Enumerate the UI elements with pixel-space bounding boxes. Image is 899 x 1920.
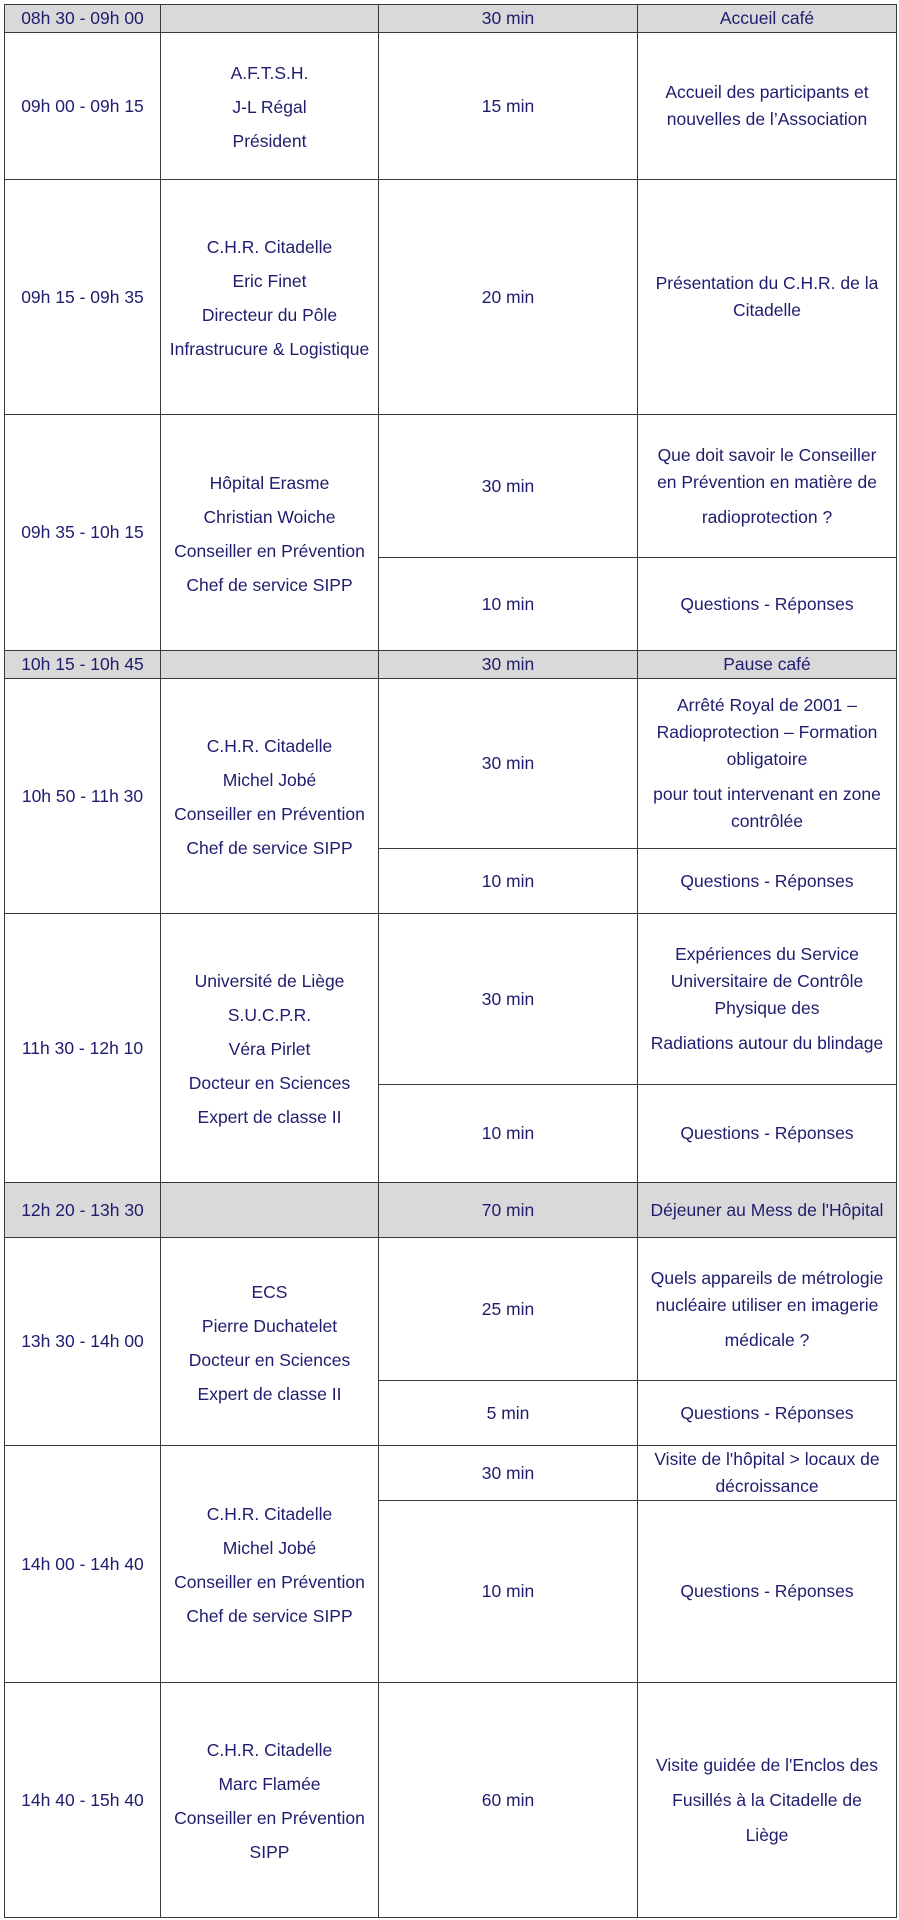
- time-cell: 09h 15 - 09h 35: [5, 180, 161, 415]
- topic-line: Quels appareils de métrologie nucléaire utiliser en imagerie: [650, 1267, 884, 1315]
- duration-cell: 15 min: [379, 33, 638, 180]
- topic-cell: Accueil café: [638, 5, 897, 33]
- speaker-cell: [161, 415, 379, 651]
- speaker-line: Docteur en Sciences: [188, 1073, 351, 1093]
- speaker-line: SIPP: [249, 1842, 290, 1862]
- topic-line: Accueil des participants et nouvelles de l’Association: [665, 82, 869, 129]
- speaker-cell: [161, 1183, 379, 1238]
- speaker-line: Chef de service SIPP: [186, 1606, 353, 1626]
- duration-cell: 30 min: [379, 415, 638, 558]
- schedule-row: [5, 180, 897, 415]
- speaker-line: Christian Woiche: [203, 506, 336, 527]
- schedule-row: [5, 679, 897, 849]
- speaker-line: Directeur du Pôle: [201, 305, 338, 325]
- speaker-cell: [161, 651, 379, 679]
- speaker-line: Conseiller en Prévention: [174, 1808, 365, 1828]
- schedule-row: [5, 1683, 897, 1918]
- duration-cell: 30 min: [379, 679, 638, 849]
- topic-cell: [638, 1683, 897, 1918]
- topic-cell: Déjeuner au Mess de l'Hôpital: [638, 1183, 897, 1238]
- topic-line: Présentation du C.H.R. de la Citadelle: [655, 273, 879, 320]
- schedule-row: [5, 1183, 897, 1238]
- speaker-line: Michel Jobé: [222, 770, 317, 790]
- time-cell: 14h 00 - 14h 40: [5, 1446, 161, 1683]
- speaker-line: C.H.R. Citadelle: [206, 736, 333, 756]
- schedule-row: [5, 651, 897, 679]
- topic-cell: [638, 33, 897, 180]
- speaker-line: Véra Pirlet: [228, 1039, 311, 1059]
- topic-line: pour tout intervenant en zone contrôlée: [653, 784, 881, 831]
- time-cell: 14h 40 - 15h 40: [5, 1683, 161, 1918]
- topic-line: Expériences du Service Universitaire de Contrôle Physique des: [670, 944, 864, 1018]
- duration-cell: 20 min: [379, 180, 638, 415]
- speaker-line: Conseiller en Prévention: [174, 1572, 365, 1592]
- speaker-line: Chef de service SIPP: [186, 838, 353, 858]
- time-cell: 10h 50 - 11h 30: [5, 679, 161, 914]
- schedule-table: [4, 4, 897, 1918]
- speaker-line: ECS: [251, 1281, 288, 1302]
- speaker-cell: [161, 1238, 379, 1446]
- time-cell: 10h 15 - 10h 45: [5, 651, 161, 679]
- speaker-cell: [161, 1683, 379, 1918]
- speaker-line: Université de Liège: [194, 971, 345, 991]
- duration-cell: 10 min: [379, 849, 638, 914]
- topic-cell: [638, 679, 897, 849]
- topic-cell: [638, 914, 897, 1085]
- speaker-line: Infrastrucure & Logistique: [169, 339, 370, 359]
- topic-cell: Questions - Réponses: [638, 1381, 897, 1446]
- speaker-line: Expert de classe II: [197, 1383, 342, 1404]
- schedule-row: [5, 415, 897, 558]
- duration-cell: 30 min: [379, 914, 638, 1085]
- speaker-cell: [161, 679, 379, 914]
- topic-line: Fusillés à la Citadelle de: [672, 1789, 862, 1810]
- time-cell: 09h 35 - 10h 15: [5, 415, 161, 651]
- duration-cell: 25 min: [379, 1238, 638, 1381]
- speaker-line: C.H.R. Citadelle: [206, 1504, 333, 1524]
- duration-cell: 70 min: [379, 1183, 638, 1238]
- time-cell: 11h 30 - 12h 10: [5, 914, 161, 1183]
- speaker-cell: [161, 914, 379, 1183]
- speaker-line: Eric Finet: [232, 271, 307, 291]
- speaker-cell: [161, 5, 379, 33]
- duration-cell: 30 min: [379, 651, 638, 679]
- topic-cell: Pause café: [638, 651, 897, 679]
- topic-cell: [638, 415, 897, 558]
- speaker-line: Conseiller en Prévention: [174, 540, 365, 561]
- topic-line: Visite de l'hôpital > locaux de décroissance: [654, 1449, 880, 1496]
- topic-cell: [638, 1446, 897, 1501]
- topic-cell: [638, 1238, 897, 1381]
- speaker-line: Docteur en Sciences: [188, 1349, 351, 1370]
- speaker-line: C.H.R. Citadelle: [206, 1740, 333, 1760]
- time-cell: 08h 30 - 09h 00: [5, 5, 161, 33]
- topic-cell: Questions - Réponses: [638, 849, 897, 914]
- speaker-line: J-L Régal: [232, 97, 307, 117]
- topic-cell: Questions - Réponses: [638, 1085, 897, 1183]
- topic-line: Radiations autour du blindage: [650, 1033, 884, 1053]
- schedule-row: [5, 5, 897, 33]
- topic-cell: Questions - Réponses: [638, 558, 897, 651]
- topic-cell: [638, 180, 897, 415]
- speaker-line: Président: [232, 131, 307, 151]
- topic-line: Liège: [745, 1824, 789, 1845]
- time-cell: 13h 30 - 14h 00: [5, 1238, 161, 1446]
- speaker-cell: [161, 33, 379, 180]
- duration-cell: 10 min: [379, 1085, 638, 1183]
- schedule-row: [5, 33, 897, 180]
- topic-cell: Questions - Réponses: [638, 1501, 897, 1683]
- speaker-line: Expert de classe II: [197, 1107, 342, 1127]
- speaker-cell: [161, 1446, 379, 1683]
- speaker-line: Conseiller en Prévention: [174, 804, 365, 824]
- duration-cell: 30 min: [379, 5, 638, 33]
- schedule-row: [5, 914, 897, 1085]
- speaker-line: Marc Flamée: [218, 1774, 321, 1794]
- topic-line: radioprotection ?: [701, 506, 833, 527]
- topic-line: médicale ?: [724, 1329, 810, 1350]
- speaker-line: Pierre Duchatelet: [201, 1315, 338, 1336]
- speaker-line: S.U.C.P.R.: [227, 1005, 312, 1025]
- duration-cell: 10 min: [379, 558, 638, 651]
- schedule-row: [5, 1446, 897, 1501]
- speaker-line: A.F.T.S.H.: [230, 63, 309, 83]
- time-cell: 09h 00 - 09h 15: [5, 33, 161, 180]
- duration-cell: 5 min: [379, 1381, 638, 1446]
- speaker-cell: [161, 180, 379, 415]
- duration-cell: 10 min: [379, 1501, 638, 1683]
- speaker-line: Chef de service SIPP: [186, 574, 353, 595]
- time-cell: 12h 20 - 13h 30: [5, 1183, 161, 1238]
- duration-cell: 30 min: [379, 1446, 638, 1501]
- duration-cell: 60 min: [379, 1683, 638, 1918]
- schedule-row: [5, 1238, 897, 1381]
- speaker-line: C.H.R. Citadelle: [206, 237, 333, 257]
- topic-line: Arrêté Royal de 2001 – Radioprotection – Formation obligatoire: [656, 695, 878, 769]
- topic-line: Que doit savoir le Conseiller en Prévention en matière de: [657, 444, 877, 492]
- speaker-line: Michel Jobé: [222, 1538, 317, 1558]
- topic-line: Visite guidée de l'Enclos des: [656, 1754, 878, 1775]
- speaker-line: Hôpital Erasme: [209, 472, 330, 493]
